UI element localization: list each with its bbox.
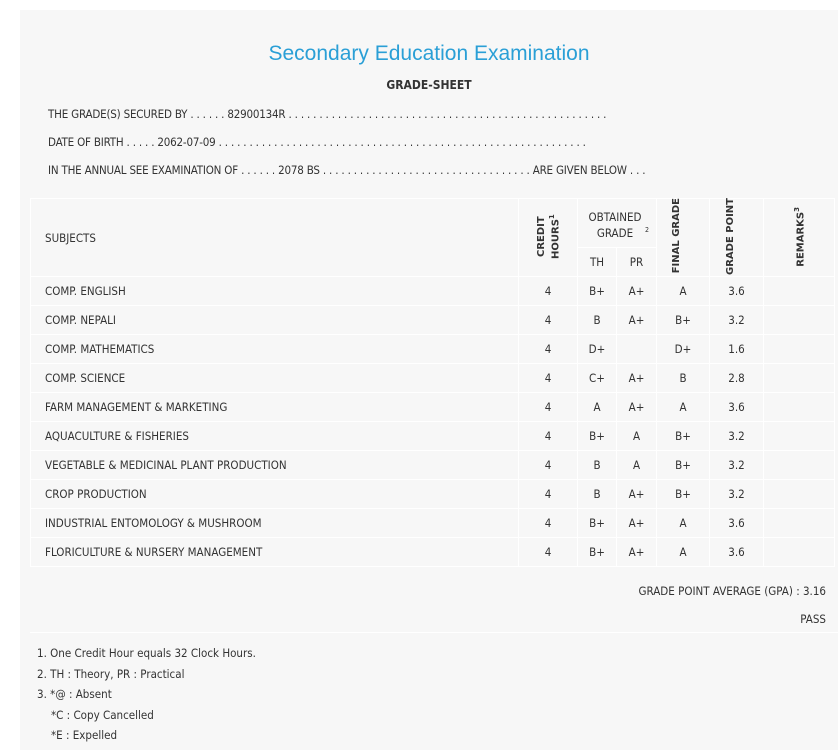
cell-final: B+ xyxy=(657,451,710,480)
grade-sheet xyxy=(20,10,838,750)
cell-point: 3.6 xyxy=(710,393,764,422)
table-row xyxy=(31,538,835,567)
cell-point: 3.2 xyxy=(710,480,764,509)
cell-point: 3.6 xyxy=(710,538,764,567)
cell-final: B+ xyxy=(657,306,710,335)
cell-subject: CROP PRODUCTION xyxy=(31,480,519,509)
header-remarks: REMARKS$^3$ xyxy=(764,199,835,277)
symbol-number: 82900134R xyxy=(227,107,286,121)
cell-remarks xyxy=(764,277,835,306)
cell-point: 3.6 xyxy=(710,509,764,538)
cell-th: B xyxy=(578,480,617,509)
header-grade-point: GRADE POINT xyxy=(710,199,764,277)
cell-remarks xyxy=(764,393,835,422)
cell-subject: INDUSTRIAL ENTOMOLOGY & MUSHROOM xyxy=(31,509,519,538)
cell-th: B+ xyxy=(578,538,617,567)
cell-point: 3.6 xyxy=(710,277,764,306)
cell-point: 3.2 xyxy=(710,451,764,480)
cell-remarks xyxy=(764,538,835,567)
cell-subject: COMP. NEPALI xyxy=(31,306,519,335)
page-title: Secondary Education Examination xyxy=(268,42,590,65)
cell-pr xyxy=(617,335,657,364)
cell-th: B xyxy=(578,306,617,335)
cell-point: 3.2 xyxy=(710,422,764,451)
footnote: 1. One Credit Hour equals 32 Clock Hours. xyxy=(37,646,256,660)
cell-subject: FARM MANAGEMENT & MARKETING xyxy=(31,393,519,422)
footnote: *E : Expelled xyxy=(51,728,118,742)
table-row xyxy=(31,422,835,451)
dob-line xyxy=(48,135,586,149)
result-status: PASS xyxy=(800,612,826,626)
cell-subject: VEGETABLE & MEDICINAL PLANT PRODUCTION xyxy=(31,451,519,480)
cell-subject: COMP. MATHEMATICS xyxy=(31,335,519,364)
cell-remarks xyxy=(764,480,835,509)
cell-th: B xyxy=(578,451,617,480)
cell-subject: FLORICULTURE & NURSERY MANAGEMENT xyxy=(31,538,519,567)
cell-pr: A+ xyxy=(617,480,657,509)
cell-th: C+ xyxy=(578,364,617,393)
cell-final: A xyxy=(657,509,710,538)
cell-final: A xyxy=(657,277,710,306)
cell-final: A xyxy=(657,393,710,422)
cell-credit: 4 xyxy=(519,480,578,509)
cell-credit: 4 xyxy=(519,306,578,335)
cell-th: B+ xyxy=(578,509,617,538)
table-row xyxy=(31,277,835,306)
cell-pr: A xyxy=(617,451,657,480)
header-credit-hours: CREDIT HOURS$^1$ xyxy=(519,199,578,277)
table-row xyxy=(31,306,835,335)
page-subtitle: GRADE-SHEET xyxy=(386,78,472,92)
footnotes xyxy=(37,643,256,746)
exam-year: 2078 BS xyxy=(278,163,320,177)
table-row xyxy=(31,364,835,393)
cell-subject: COMP. SCIENCE xyxy=(31,364,519,393)
footnote: 2. TH : Theory, PR : Practical xyxy=(37,666,185,681)
cell-credit: 4 xyxy=(519,364,578,393)
cell-subject: AQUACULTURE & FISHERIES xyxy=(31,422,519,451)
cell-point: 2.8 xyxy=(710,364,764,393)
cell-remarks xyxy=(764,335,835,364)
dob-value: 2062-07-09 xyxy=(157,135,216,149)
gpa-value: GRADE POINT AVERAGE (GPA) : 3.16 xyxy=(638,584,826,598)
header-th: TH xyxy=(578,248,617,277)
cell-th: A xyxy=(578,393,617,422)
cell-credit: 4 xyxy=(519,277,578,306)
cell-point: 1.6 xyxy=(710,335,764,364)
cell-final: B+ xyxy=(657,422,710,451)
cell-remarks xyxy=(764,509,835,538)
cell-remarks xyxy=(764,451,835,480)
cell-credit: 4 xyxy=(519,422,578,451)
cell-remarks xyxy=(764,364,835,393)
dots: . . . . . . . . . . . . . . . . . . . . . . . . . . . . . . . . . . . . . . . . . . . . . . . . . . . . . . . . . . . . xyxy=(218,135,586,149)
cell-th: B+ xyxy=(578,277,617,306)
cell-point: 3.2 xyxy=(710,306,764,335)
cell-final: D+ xyxy=(657,335,710,364)
cell-credit: 4 xyxy=(519,538,578,567)
dob-label: DATE OF BIRTH . . . . . xyxy=(48,135,155,149)
cell-credit: 4 xyxy=(519,335,578,364)
table-row xyxy=(31,335,835,364)
cell-credit: 4 xyxy=(519,451,578,480)
header-subjects: SUBJECTS xyxy=(31,199,519,277)
dots: . . . . . . . . . . . . . . . . . . . . . . . . . . . . . . . . . . xyxy=(322,163,530,177)
table-row xyxy=(31,451,835,480)
footnote: *C : Copy Cancelled xyxy=(51,707,154,722)
secured-by-line xyxy=(48,107,606,121)
cell-pr: A+ xyxy=(617,393,657,422)
exam-suffix: ARE GIVEN BELOW . . . xyxy=(532,163,646,177)
exam-line xyxy=(48,163,645,177)
dots: . . . . . . . . . . . . . . . . . . . . . . . . . . . . . . . . . . . . . . . . . . . . . . . . . . . . xyxy=(288,107,607,121)
cell-pr: A+ xyxy=(617,277,657,306)
exam-label: IN THE ANNUAL SEE EXAMINATION OF . . . . . . xyxy=(48,163,276,177)
grades-table xyxy=(30,198,835,567)
cell-th: D+ xyxy=(578,335,617,364)
cell-remarks xyxy=(764,306,835,335)
cell-final: B+ xyxy=(657,480,710,509)
header-pr: PR xyxy=(617,248,657,277)
secured-by-label: THE GRADE(S) SECURED BY . . . . . . xyxy=(48,107,225,121)
table-row xyxy=(31,509,835,538)
cell-subject: COMP. ENGLISH xyxy=(31,277,519,306)
cell-final: B xyxy=(657,364,710,393)
cell-remarks xyxy=(764,422,835,451)
footnote: 3. *@ : Absent xyxy=(37,687,112,701)
cell-credit: 4 xyxy=(519,509,578,538)
table-row xyxy=(31,393,835,422)
cell-pr: A+ xyxy=(617,509,657,538)
cell-pr: A+ xyxy=(617,538,657,567)
cell-th: B+ xyxy=(578,422,617,451)
cell-final: A xyxy=(657,538,710,567)
table-row xyxy=(31,480,835,509)
header-obtained-grade: OBTAINED GRADE $^2$ xyxy=(578,199,657,248)
cell-pr: A xyxy=(617,422,657,451)
cell-pr: A+ xyxy=(617,364,657,393)
divider xyxy=(30,632,838,633)
cell-pr: A+ xyxy=(617,306,657,335)
cell-credit: 4 xyxy=(519,393,578,422)
header-final-grade: FINAL GRADE xyxy=(657,199,710,277)
